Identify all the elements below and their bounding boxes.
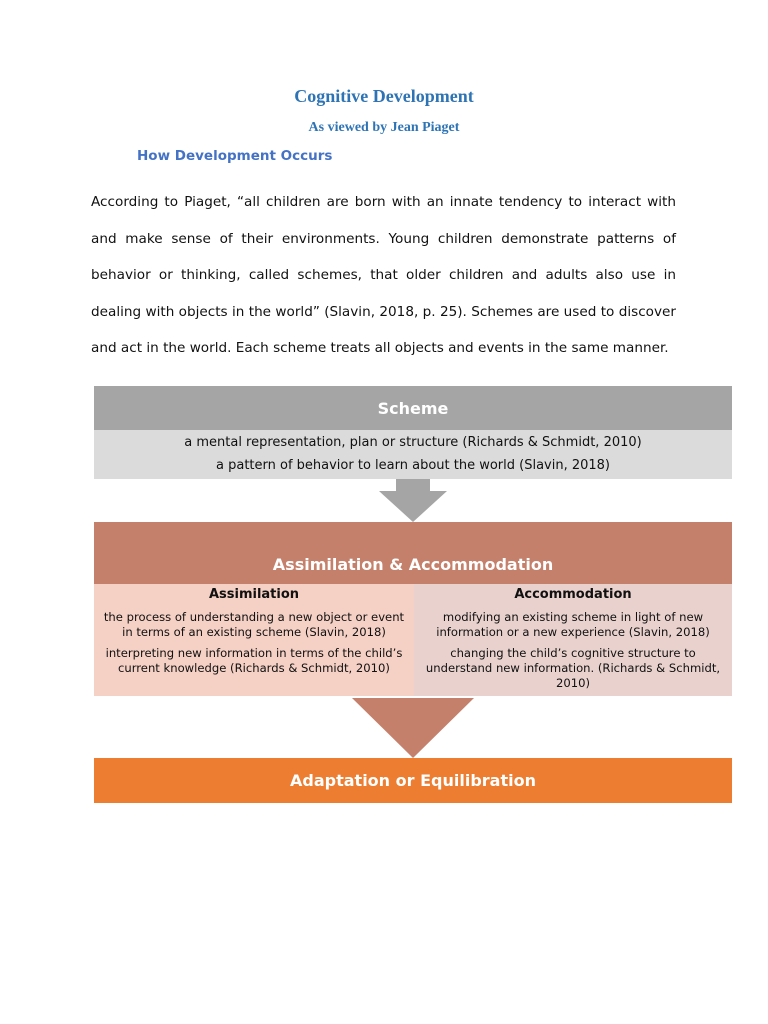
assimilation-accommodation-label: Assimilation & Accommodation xyxy=(272,555,554,574)
down-arrow-icon xyxy=(378,479,448,522)
scheme-header xyxy=(94,386,732,430)
assimilation-definition-1: the process of understanding a new object or event in terms of an existing scheme (Slavin, 2018) xyxy=(103,610,405,639)
accommodation-definition-2: changing the child’s cognitive structure to understand new information. (Richards & Schmidt, 2010) xyxy=(425,646,721,690)
scheme-label: Scheme xyxy=(377,398,449,418)
accommodation-definition-1: modifying an existing scheme in light of new information or a new experience (Slavin, 2018) xyxy=(436,610,710,639)
accommodation-title: Accommodation xyxy=(514,587,632,602)
assimilation-title: Assimilation xyxy=(208,587,300,602)
adaptation-box xyxy=(94,758,732,803)
scheme-definition-1: a mental representation, plan or structure (Richards & Schmidt, 2010) xyxy=(184,435,642,450)
body-paragraph: According to Piaget, “all children are born with an innate tendency to interact with and make sense of their environments. Young children demonstrate patterns of behavior or thinking, called schemes, that older children and adults also use in dealing with objects in the world” (Slavin, 2018, p. 25). Schemes are used to discover and act in the world. Each scheme treats all objects and events in the same manner. xyxy=(91,194,676,356)
document-title: Cognitive Development xyxy=(294,86,474,106)
assimilation-definition-2: interpreting new information in terms of the child’s current knowledge (Richards & Schmidt, 2010) xyxy=(105,646,403,675)
assimilation-accommodation-header xyxy=(94,522,732,584)
down-arrow-icon xyxy=(352,698,474,758)
document-subtitle: As viewed by Jean Piaget xyxy=(308,120,460,135)
assimilation-column xyxy=(94,584,414,696)
section-heading: How Development Occurs xyxy=(137,148,333,164)
scheme-definitions xyxy=(94,430,732,479)
adaptation-label: Adaptation or Equilibration xyxy=(290,771,536,790)
accommodation-column xyxy=(414,584,732,696)
scheme-definition-2: a pattern of behavior to learn about the world (Slavin, 2018) xyxy=(216,458,610,473)
